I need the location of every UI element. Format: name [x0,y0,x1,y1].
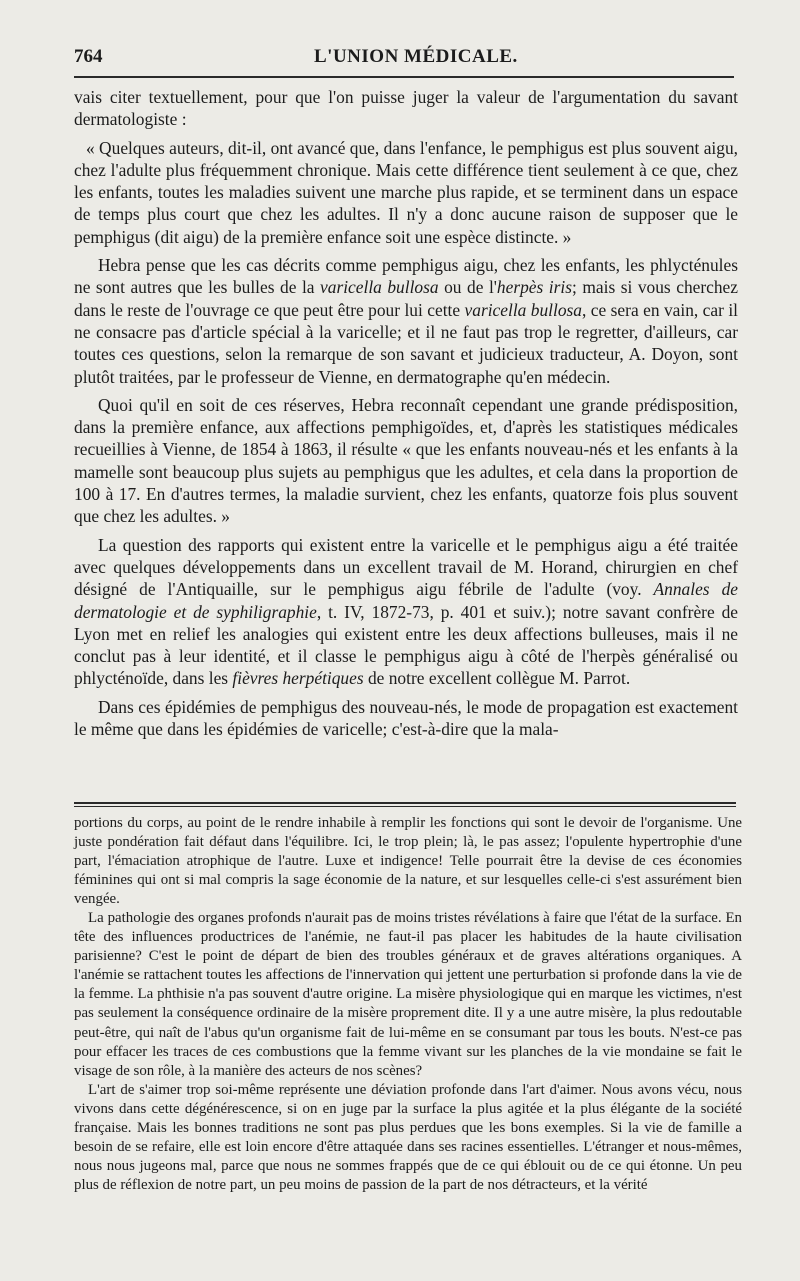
paragraph-4: Quoi qu'il en soit de ces réserves, Hebra reconnaît cependant une grande prédisposition, dans la première enfance, aux affections pemphigoïdes, et, d'après les statistiques médicales recueillies à Vienne, de 1854 à 1863, il résulte « que les enfants nouveau-nés et les enfants à la mamelle sont beaucoup plus sujets au pemphigus que les adultes, et cela dans la proportion de 100 à 17. En d'autres termes, la maladie survient, chez les enfants, quatorze fois plus souvent que chez les adultes. » [74,394,738,527]
running-head: L'UNION MÉDICALE. [314,46,518,67]
text-span: ou de l' [438,277,497,298]
text-span: Hebra pense que les cas décrits comme pemphigus aigu, chez les enfants, les phlycténules ne sont autres que les bulles de la [74,255,738,298]
text-span: de notre excellent collègue M. Parrot. [363,668,631,689]
note-paragraph-3: L'art de s'aimer trop soi-même représente une déviation profonde dans l'art d'aimer. Nous avons vécu, nous vivons dans cette dégénérescence, si on en juge par la surface la plus agitée et la plus élégante de la société française. Mais les bonnes traditions ne sont pas plus perdues que les bons exemples. Si la vie de famille a besoin de se refaire, elle est loin encore d'être attaquée dans ses racines essentielles. L'étranger et nous-mêmes, nous nous jugeons mal, parce que nous ne sommes frappés que de ce qui éblouit ou de ce qui étonne. Un peu plus de réflexion de notre part, un peu moins de passion de la part de nos détracteurs, et la vérité [74,1081,742,1193]
note-paragraph-1: portions du corps, au point de le rendre inhabile à remplir les fonctions qui sont le devoir de l'organisme. Une juste pondération fait défaut dans l'équilibre. Ici, le trop plein; là, le pas assez; l'opulente hypertrophie d'une part, l'émaciation atrophique de l'autre. Luxe et indigence! Telle pourrait être la devise de ces économies féminines qui ont si mal compris la sage économie de la nature, et sur lesquelles celle-ci s'est assurément bien vengée. [74,815,742,908]
italic-span: herpès iris [496,277,573,298]
italic-span: Annales de dermatologie et de syphiligraphie [74,579,738,622]
italic-span: fièvres herpétiques [232,668,364,689]
page-header [74,44,736,74]
paragraph-3 [74,254,738,388]
italic-span: varicella bullosa [320,277,439,298]
text-span: , ce sera en vain, car il ne consacre pas d'article spécial à la varicelle; et il ne faut pas trop le regretter, d'ailleurs, car toutes ces questions, selon la remarque de son savant et judicieux traducteur, A. Doyon, sont plutôt traitées, par le professeur de Vienne, en dermatographe qu'en médecin. [74,299,739,387]
paragraph-2-quote: « Quelques auteurs, dit-il, ont avancé que, dans l'enfance, le pemphigus est plus souvent aigu, chez l'adulte plus fréquemment chronique. Mais cette différence tient seulement à ce que, chez les enfants, toutes les maladies suivent une marche plus rapide, et se terminent dans un espace de temps plus court que chez les adultes. Il n'y a donc aucune raison de supposer que le pemphigus (dit aigu) de la première enfance soit une espèce distincte. » [74,137,738,247]
text-span: La question des rapports qui existent entre la varicelle et le pemphigus aigu a été traitée avec quelques développements dans un excellent travail de M. Horand, chirurgien en chef désigné de l'Antiquaille, sur le pemphigus aigu fébrile de l'adulte (voy. [74,534,738,600]
feuilleton-text [74,814,742,1195]
header-rule [74,76,734,78]
text-span: , t. IV, 1872-73, p. 401 et suiv.); notre savant confrère de Lyon met en relief les analogies qui existent entre les deux affections bulleuses, mais il ne conclut pas à leur identité, et il classe le pemphigus aigu à côté de l'herpès généralisé ou phlycténoïde, dans les [74,601,738,689]
footnote-rule-thin [74,806,736,807]
paragraph-6: Dans ces épidémies de pemphigus des nouveau-nés, le mode de propagation est exactement le même que dans les épidémies de varicelle; c'est-à-dire que la mala- [74,696,738,740]
paragraph-1: vais citer textuellement, pour que l'on puisse juger la valeur de l'argumentation du savant dermatologiste : [74,87,738,130]
paragraph-5 [74,534,738,690]
text-span: ; mais si vous cherchez dans le reste de l'ouvrage ce que peut être pour lui cette [74,277,738,320]
page-number: 764 [74,46,103,67]
main-text [74,86,738,740]
footnote-rule [74,802,736,804]
italic-span: varicella bullosa [464,299,582,320]
note-paragraph-2: La pathologie des organes profonds n'aurait pas de moins tristes révélations à faire que l'état de la surface. En tête des influences productrices de l'anémie, ne faut-il pas placer les habitudes de la haute civilisation parisienne? C'est le point de départ de bien des troubles généraux et de graves altérations organiques. A l'anémie se rattachent toutes les affections de l'innervation qui jettent une perturbation si profonde dans la vie de la femme. La phthisie n'a pas souvent d'autre origine. La misère physiologique qui en marque les victimes, n'est pas seulement la conséquence ordinaire de la misère proprement dite. Il y a une autre misère, la plus redoutable peut-être, qui naît de l'abus qu'un organisme fait de lui-même en se consumant par tous les bouts. N'est-ce pas pour effacer les traces de ces combustions que la femme vivant sur les planches de la vie mondaine se fait le visage de son rôle, à la manière des acteurs de nos scènes? [74,910,742,1079]
